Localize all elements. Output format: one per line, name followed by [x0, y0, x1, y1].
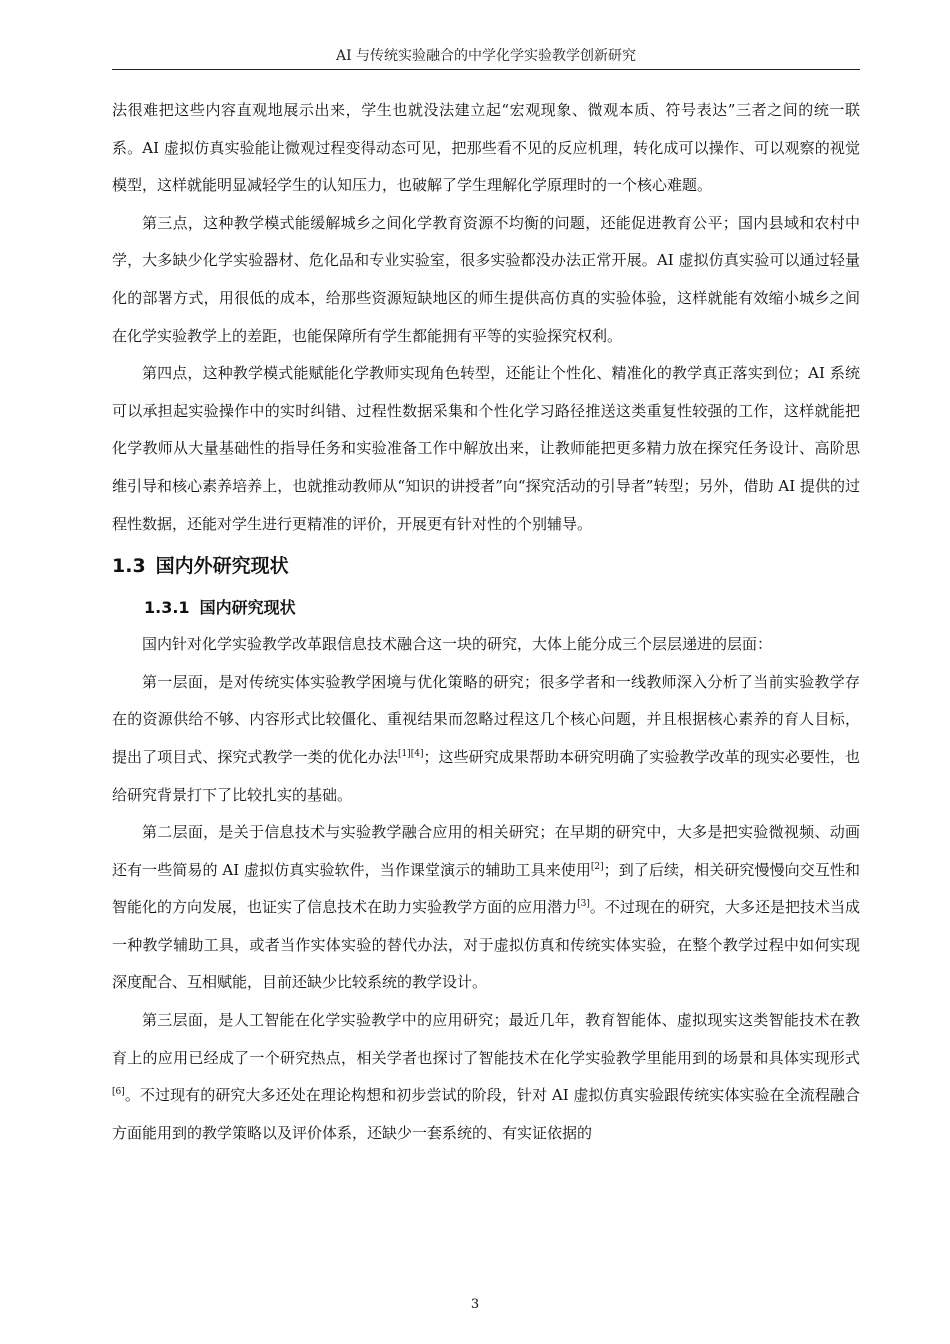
layer-two-text-b: ；到了后续，相关研究慢慢向交互性和智能化的方向发展，也证实了信息技术在助力实验教学方面的应用潜力	[112, 860, 860, 917]
layer-two-text-a: 第二层面，是关于信息技术与实验教学融合应用的相关研究；在早期的研究中，大多是把实验微视频、动画还有一些简易的 AI 虚拟仿真实验软件，当作课堂演示的辅助工具来使用	[112, 823, 860, 879]
layer-one-text-a: 第一层面，是对传统实体实验教学困境与优化策略的研究；很多学者和一线教师深入分析了当前实验教学存在的资源供给不够、内容形式比较僵化、重视结果而忽略过程这几个核心问题，并且根据核心素养的育人目标，提出了项目式、探究式教学一类的优化办法	[112, 672, 860, 766]
paragraph-layer-three	[112, 1002, 860, 1152]
layer-three-text-a: 第三层面，是人工智能在化学实验教学中的应用研究；最近几年，教育智能体、虚拟现实这类智能技术在教育上的应用已经成了一个研究热点，相关学者也探讨了智能技术在化学实验教学里能用到的场景和具体实现形式	[112, 1011, 860, 1067]
paragraph-intro: 国内针对化学实验教学改革跟信息技术融合这一块的研究，大体上能分成三个层层递进的层面：	[142, 635, 773, 654]
citation-ref: [3]	[577, 899, 590, 910]
layer-one-text-b: ；这些研究成果帮助本研究明确了实验教学改革的现实必要性，也给研究背景打下了比较扎实的基础。	[112, 747, 860, 804]
running-header-title: AI 与传统实验融合的中学化学实验教学创新研究	[335, 48, 637, 64]
section-heading	[112, 548, 860, 584]
subsection-number: 1.3.1	[144, 598, 190, 618]
paragraph-layer-two	[112, 814, 860, 1002]
citation-ref: [1][4]	[398, 748, 424, 759]
header-rule	[112, 69, 860, 70]
layer-two-text-c: 。不过现在的研究，大多还是把技术当成一种教学辅助工具，或者当作实体实验的替代办法，对于虚拟仿真和传统实体实验，在整个教学过程中如何实现深度配合、互相赋能，目前还缺少比较系统的教学设计。	[112, 898, 860, 992]
citation-ref: [6]	[112, 1087, 125, 1098]
paragraph-continued: 法很难把这些内容直观地展示出来，学生也就没法建立起“宏观现象、微观本质、符号表达”三者之间的统一联系。AI 虚拟仿真实验能让微观过程变得动态可见，把那些看不见的反应机理，转化成可以操作、可以观察的视觉模型，这样就能明显减轻学生的认知压力，也破解了学生理解化学原理时的一个核心难题。	[112, 101, 860, 195]
paragraph-point-three: 第三点，这种教学模式能缓解城乡之间化学教育资源不均衡的问题，还能促进教育公平；国内县域和农村中学，大多缺少化学实验器材、危化品和专业实验室，很多实验都没办法正常开展。AI 虚拟仿真实验可以通过轻量化的部署方式，用很低的成本，给那些资源短缺地区的师生提供高仿真的实验体验，这样就能有效缩小城乡之间在化学实验教学上的差距，也能保障所有学生都能拥有平等的实验探究权利。	[112, 213, 860, 345]
paragraph-layer-one	[112, 664, 860, 814]
paragraph-point-four: 第四点，这种教学模式能赋能化学教师实现角色转型，还能让个性化、精准化的教学真正落实到位；AI 系统可以承担起实验操作中的实时纠错、过程性数据采集和个性化学习路径推送这类重复性较强的工作，这样就能把化学教师从大量基础性的指导任务和实验准备工作中解放出来，让教师能把更多精力放在探究任务设计、高阶思维引导和核心素养培养上，也就推动教师从“知识的讲授者”向“探究活动的引导者”转型；另外，借助 AI 提供的过程性数据，还能对学生进行更精准的评价，开展更有针对性的个别辅导。	[112, 364, 860, 533]
body-text	[112, 92, 860, 1152]
subsection-title: 国内研究现状	[199, 598, 296, 618]
layer-three-text-b: 。不过现有的研究大多还处在理论构想和初步尝试的阶段，针对 AI 虚拟仿真实验跟传统实体实验在全流程融合方面能用到的教学策略以及评价体系，还缺少一套系统的、有实证依据的	[112, 1086, 860, 1142]
section-title: 国内外研究现状	[155, 555, 289, 578]
subsection-heading	[112, 590, 860, 626]
page-number: 3	[470, 1297, 480, 1312]
section-number: 1.3	[112, 555, 146, 578]
citation-ref: [2]	[590, 861, 604, 872]
